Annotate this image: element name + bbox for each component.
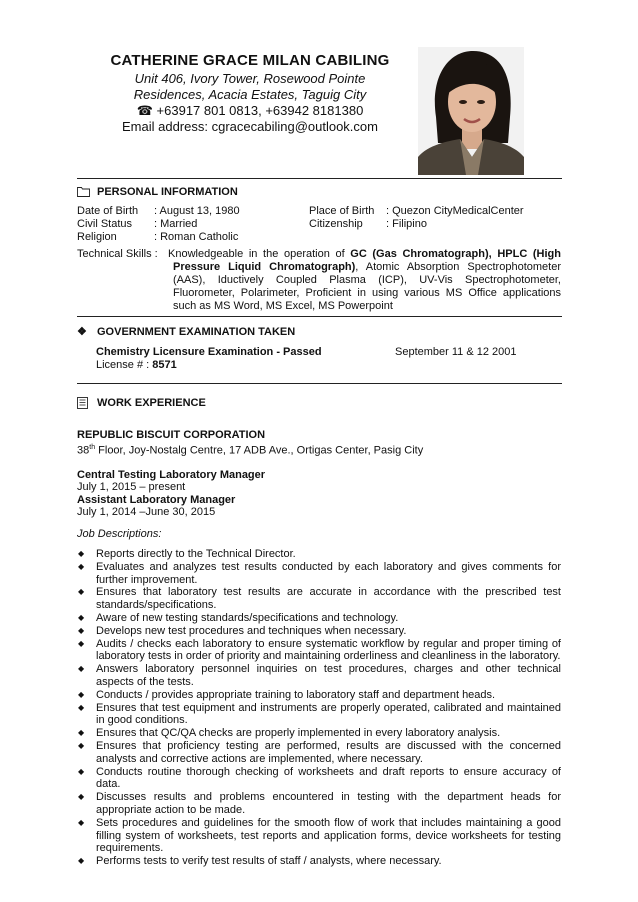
government-exam-heading: ❖ GOVERNMENT EXAMINATION TAKEN (77, 326, 296, 338)
license-line: License # : 8571 (96, 359, 177, 371)
info-row: Place of Birth : Quezon CityMedicalCenter (309, 205, 524, 217)
diamond-bullet-icon: ◆ (78, 625, 85, 635)
diamond-bullet-icon: ◆ (78, 728, 85, 738)
four-diamond-bullet-icon: ❖ (77, 326, 87, 338)
position-title: Assistant Laboratory Manager (77, 493, 236, 506)
list-item: ◆ Ensures that proficiency testing are performed, results are discussed with the concerned analysts and corrective actions are implemented, where necessary. (78, 739, 561, 765)
divider-line (77, 316, 562, 317)
exam-date: September 11 & 12 2001 (395, 346, 517, 358)
diamond-bullet-icon: ◆ (78, 740, 85, 750)
job-descriptions-label: Job Descriptions: (77, 528, 162, 540)
diamond-bullet-icon: ◆ (78, 561, 85, 571)
info-row: Civil Status : Married (77, 218, 198, 230)
position-dates: July 1, 2015 – present (77, 481, 186, 494)
info-row: Citizenship : Filipino (309, 218, 427, 230)
diamond-bullet-icon: ◆ (78, 856, 85, 866)
diamond-bullet-icon: ◆ (78, 612, 85, 622)
position-title: Central Testing Laboratory Manager (77, 468, 266, 481)
diamond-bullet-icon: ◆ (78, 689, 85, 699)
list-item: ◆ Ensures that laboratory test results are accurate in accordance with the prescribed test standards/specifications. (78, 586, 561, 612)
diamond-bullet-icon: ◆ (78, 702, 85, 712)
technical-skills (77, 248, 561, 313)
list-item: ◆ Discusses results and problems encountered in testing with the department heads for appropriate action to be made. (78, 791, 561, 816)
phone-line (70, 103, 430, 119)
phone-numbers: +63917 801 0813, +63942 8181380 (156, 103, 364, 118)
diamond-bullet-icon: ◆ (78, 792, 85, 802)
diamond-bullet-icon: ◆ (78, 766, 85, 776)
list-item: ◆ Reports directly to the Technical Director. (78, 548, 296, 560)
skills-text: Knowledgeable in the operation of GC (Gas Chromatograph), HPLC (High Pressure Liquid Chromatograph), Atomic Absorption Spectrophotometer (AAS), Iductively Coupled Plasma (ICP), UV-Vis Spectrophotometer, Fluorometer, Polarimeter, Proficient in using various MS Office applications such as MS Word, MS Excel, MS Powerpoint (168, 248, 561, 312)
list-item: ◆ Sets procedures and guidelines for the smooth flow of work that includes maintaining a good filling system of worksheets, test reports and application forms, device worksheets for testing requirements. (78, 816, 561, 855)
phone-icon: ☎ (136, 103, 153, 118)
exam-entry (96, 346, 322, 372)
list-item: ◆ Audits / checks each laboratory to ensure systematic workflow by regular and proper timing of laboratory tests in order of priority and maintaining orderliness and cleanliness in the laboratory. (78, 637, 561, 663)
job-descriptions (77, 528, 561, 868)
portrait-image (418, 47, 524, 175)
company-address: 38th Floor, Joy-Nostalg Centre, 17 ADB Ave., Ortigas Center, Pasig City (77, 443, 424, 457)
work-experience-heading: WORK EXPERIENCE (77, 397, 206, 409)
document-icon (77, 397, 89, 409)
divider-line (77, 178, 562, 179)
diamond-bullet-icon: ◆ (78, 549, 85, 558)
list-item: ◆ Conducts / provides appropriate training to laboratory staff and department heads. (78, 688, 496, 701)
list-item: ◆ Ensures that test equipment and instruments are properly operated, calibrated and maintained in good conditions. (78, 701, 561, 727)
personal-info-heading: PERSONAL INFORMATION (77, 186, 238, 198)
diamond-bullet-icon: ◆ (78, 587, 85, 597)
list-item: ◆ Conducts routine thorough checking of worksheets and draft reports to ensure accuracy of data. (78, 765, 561, 791)
info-row: Religion : Roman Catholic (77, 231, 239, 243)
diamond-bullet-icon: ◆ (78, 817, 85, 827)
work-entry (77, 429, 562, 519)
resume-header (70, 52, 430, 135)
info-row: Date of Birth : August 13, 1980 (77, 205, 240, 217)
personal-info-left (77, 205, 240, 244)
diamond-bullet-icon: ◆ (78, 638, 85, 648)
address-line-2: Residences, Acacia Estates, Taguig City (133, 87, 367, 102)
email-line: Email address: cgracecabiling@outlook.com (122, 119, 378, 134)
duties-list (77, 548, 561, 868)
list-item: ◆ Aware of new testing standards/specifications and technology. (78, 611, 399, 624)
divider-line (77, 383, 562, 384)
applicant-name: CATHERINE GRACE MILAN CABILING (110, 52, 390, 69)
exam-name: Chemistry Licensure Examination - Passed (96, 346, 322, 358)
applicant-photo (418, 47, 524, 175)
folder-icon (77, 186, 89, 198)
address-line-1: Unit 406, Ivory Tower, Rosewood Pointe (134, 71, 366, 86)
list-item: ◆ Develops new test procedures and techniques when necessary. (78, 624, 407, 637)
skills-label: Technical Skills : (77, 248, 158, 260)
position-dates: July 1, 2014 –June 30, 2015 (77, 506, 216, 519)
list-item: ◆ Evaluates and analyzes test results conducted by each laboratory and gives comments for further improvement. (78, 560, 561, 586)
company-name: REPUBLIC BISCUIT CORPORATION (77, 429, 266, 441)
personal-info-right (309, 205, 524, 231)
list-item: ◆ Answers laboratory personnel inquiries on test procedures, charges and other technical aspects of the tests. (78, 663, 561, 688)
diamond-bullet-icon: ◆ (78, 664, 85, 674)
list-item: ◆ Performs tests to verify test results of staff / analysts, where necessary. (78, 855, 442, 868)
list-item: ◆ Ensures that QC/QA checks are properly implemented in every laboratory analysis. (78, 727, 501, 740)
